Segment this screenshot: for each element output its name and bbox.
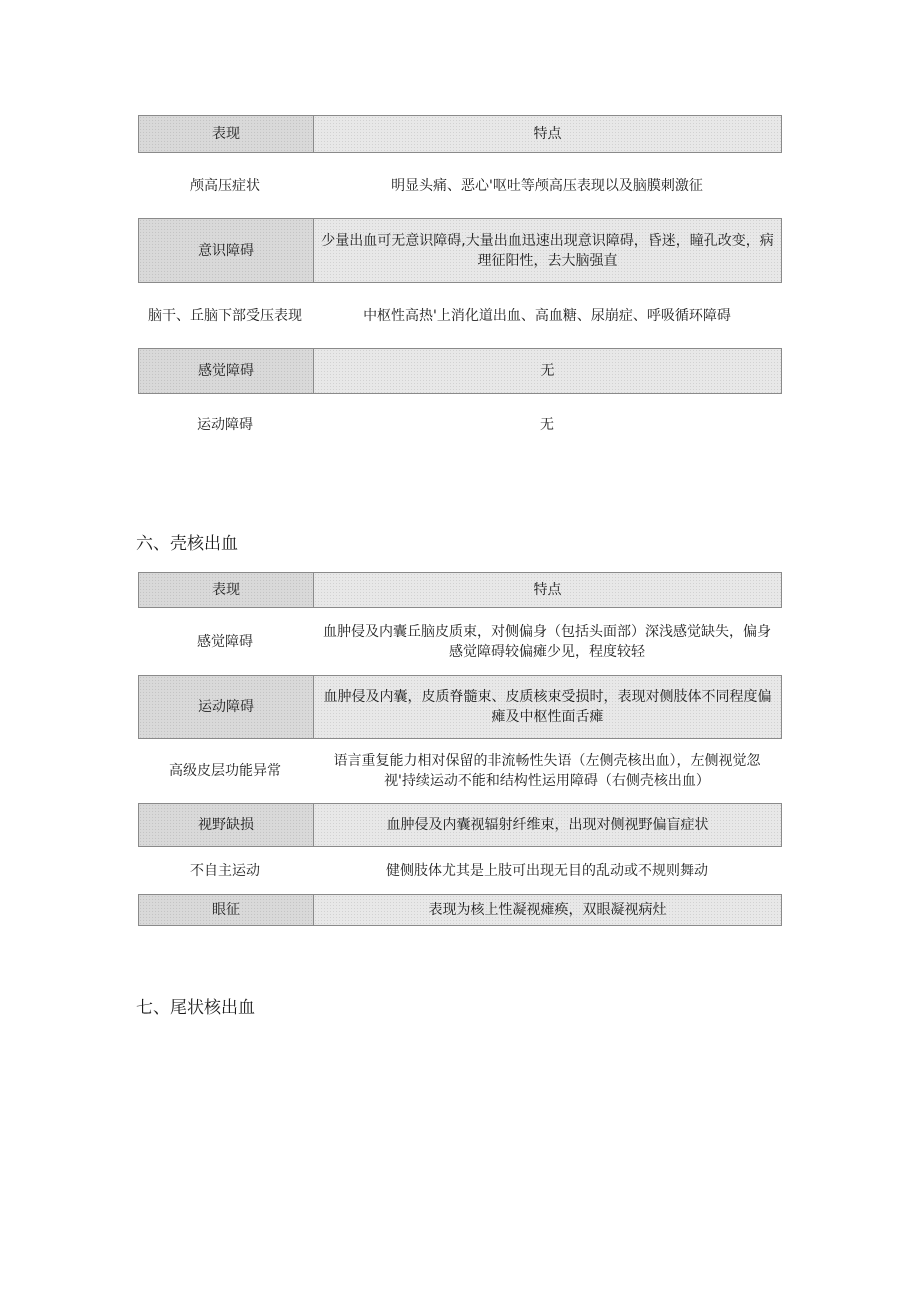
row-text: 血肿侵及内囊视辐射纤维束，出现对侧视野偏盲症状: [314, 804, 781, 846]
header-cell-manifestation: 表现: [139, 573, 314, 607]
row-label: 眼征: [139, 895, 314, 925]
row-label: 感觉障碍: [197, 633, 253, 650]
row-text: 表现为核上性凝视瘫痪，双眼凝视病灶: [314, 895, 781, 925]
header-cell-feature: 特点: [314, 116, 781, 152]
row-text: 无: [314, 349, 781, 393]
row-label: 视野缺损: [139, 804, 314, 846]
header-cell-feature: 特点: [314, 573, 781, 607]
table-row: [138, 847, 782, 894]
header-cell-manifestation: 表现: [139, 116, 314, 152]
table-row: [138, 153, 782, 218]
table-row: [138, 608, 782, 675]
row-text: 语言重复能力相对保留的非流畅性失语（左侧壳核出血），左侧视觉忽视'持续运动不能和结构性运用障碍（右侧壳核出血）: [333, 753, 761, 789]
row-label: 高级皮层功能异常: [169, 763, 281, 779]
row-text: 明显头痛、恶心'呕吐等颅高压表现以及脑膜刺激征: [391, 177, 703, 194]
row-label: 运动障碍: [197, 417, 253, 433]
row-text: 健侧肢体尤其是上肢可出现无目的乱动或不规则舞动: [386, 862, 708, 879]
row-label: 运动障碍: [139, 676, 314, 738]
table-row: [138, 894, 782, 926]
table-row: [138, 739, 782, 803]
table-row: [138, 348, 782, 394]
row-text: 中枢性高热'上消化道出血、高血糖、尿崩症、呼吸循环障碍: [363, 307, 731, 324]
table-row: [138, 675, 782, 739]
table-intraventricular: [138, 115, 782, 456]
table-row: [138, 218, 782, 283]
row-label: 不自主运动: [190, 862, 260, 879]
section-heading-putamen: 六、壳核出血: [136, 534, 238, 554]
row-label: 脑干、丘脑下部受压表现: [148, 307, 302, 324]
row-text: 无: [540, 417, 554, 433]
row-text: 少量出血可无意识障碍,大量出血迅速出现意识障碍，昏迷，瞳孔改变，病理征阳性，去大脑强直: [314, 219, 781, 282]
table-row: [138, 394, 782, 456]
table-header-row: [138, 115, 782, 153]
row-text: 血肿侵及内囊，皮质脊髓束、皮质核束受损时，表现对侧肢体不同程度偏瘫及中枢性面舌瘫: [314, 676, 781, 738]
row-label: 感觉障碍: [139, 349, 314, 393]
table-row: [138, 283, 782, 348]
table-header-row: [138, 572, 782, 608]
table-row: [138, 803, 782, 847]
row-text: 血肿侵及内囊丘脑皮质束，对侧偏身（包括头面部）深浅感觉缺失，偏身感觉障碍较偏瘫少见，程度较轻: [323, 623, 771, 660]
section-heading-caudate: 七、尾状核出血: [136, 998, 255, 1018]
row-label: 意识障碍: [139, 219, 314, 282]
table-putamen: [138, 572, 782, 926]
row-label: 颅高压症状: [190, 177, 260, 194]
